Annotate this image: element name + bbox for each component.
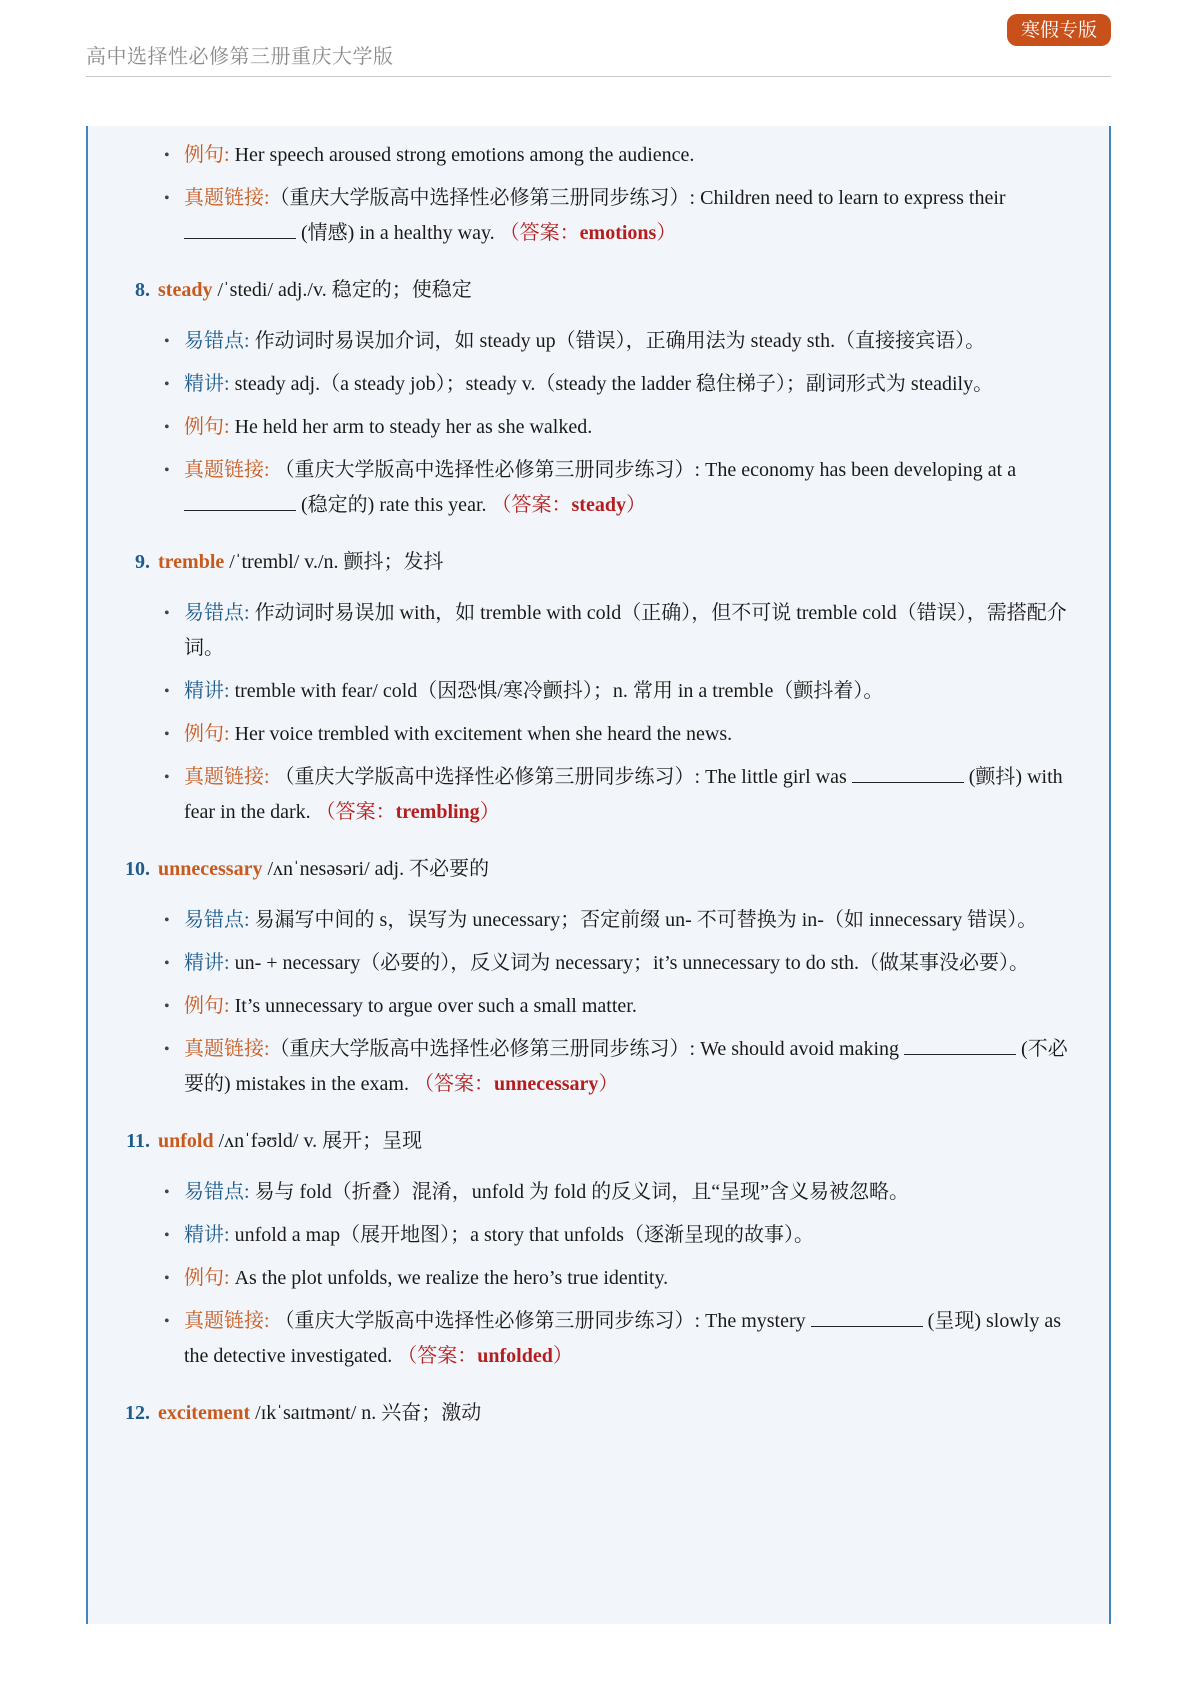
entry-number: 8. [135, 279, 150, 301]
bullet-dot: • [164, 462, 170, 479]
item-label: 真题链接: [184, 1038, 270, 1060]
item-text-after-blank: (颤抖) with fear in the dark. [184, 766, 1063, 823]
entry-word: unnecessary [158, 858, 263, 880]
answer-word: trembling [395, 801, 480, 823]
bullet-item [88, 946, 1109, 981]
entry-list [88, 126, 1109, 1431]
item-label: 真题链接: [184, 187, 270, 209]
item-text-after-blank: (呈现) slowly as the detective investigated. [184, 1310, 1061, 1367]
bullet-dot: • [164, 1313, 170, 1330]
bullet-dot: • [164, 605, 170, 622]
fill-blank [904, 1034, 1016, 1055]
item-text: （重庆大学版高中选择性必修第三册同步练习）: The economy has been developing at a [269, 459, 1017, 481]
entry-definition: /ʌnˈfəʊld/ v. 展开；呈现 [213, 1130, 423, 1152]
bullet-item [88, 989, 1109, 1024]
item-text-after-blank: (情感) in a healthy way. [296, 222, 500, 244]
bullet-dot: • [164, 1227, 170, 1244]
bullet-item [88, 453, 1109, 523]
fill-blank [184, 218, 296, 239]
bullet-item [88, 760, 1109, 830]
bullet-dot: • [164, 1184, 170, 1201]
item-text: 作动词时易误加介词，如 steady up（错误），正确用法为 steady sth.（直接接宾语）。 [249, 330, 986, 352]
answer-word: emotions [579, 222, 657, 244]
bullet-dot: • [164, 419, 170, 436]
bullet-item [88, 903, 1109, 938]
item-label: 易错点: [184, 909, 250, 931]
bullet-dot: • [164, 998, 170, 1015]
answer: （答案：unfolded） [397, 1345, 573, 1367]
item-label: 精讲: [184, 1224, 230, 1246]
entry-number: 12. [125, 1402, 150, 1424]
entry-heading [88, 545, 1109, 580]
bullet-item [88, 717, 1109, 752]
bullet-item [88, 138, 1109, 173]
answer-word: unnecessary [493, 1073, 599, 1095]
entry-heading [88, 1124, 1109, 1159]
answer: （答案：trembling） [315, 801, 500, 823]
item-text: It’s unnecessary to argue over such a small matter. [229, 995, 637, 1017]
entry-definition: /ʌnˈnesəsəri/ adj. 不必要的 [262, 858, 490, 880]
item-label: 易错点: [184, 1181, 250, 1203]
entry-word: steady [158, 279, 213, 301]
answer: （答案：emotions） [499, 222, 677, 244]
item-text: Her speech aroused strong emotions among the audience. [229, 144, 695, 166]
item-label: 例句: [184, 1267, 230, 1289]
bullet-dot: • [164, 190, 170, 207]
item-text: unfold a map（展开地图）；a story that unfolds（逐渐呈现的故事）。 [229, 1224, 814, 1246]
item-label: 真题链接: [184, 766, 270, 788]
entry-heading [88, 852, 1109, 887]
item-text: （重庆大学版高中选择性必修第三册同步练习）: We should avoid making [269, 1038, 905, 1060]
item-label: 真题链接: [184, 1310, 270, 1332]
bullet-dot: • [164, 1041, 170, 1058]
bullet-item [88, 1218, 1109, 1253]
item-label: 精讲: [184, 680, 230, 702]
item-label: 精讲: [184, 373, 230, 395]
item-label: 例句: [184, 723, 230, 745]
item-label: 易错点: [184, 330, 250, 352]
answer-word: steady [571, 494, 626, 516]
vocabulary-panel [86, 126, 1111, 1624]
item-text: He held her arm to steady her as she walked. [229, 416, 593, 438]
bullet-dot: • [164, 769, 170, 786]
item-text: （重庆大学版高中选择性必修第三册同步练习）: The little girl was [269, 766, 852, 788]
item-text: As the plot unfolds, we realize the hero’s true identity. [229, 1267, 669, 1289]
item-label: 精讲: [184, 952, 230, 974]
item-text-after-blank: (稳定的) rate this year. [296, 494, 492, 516]
answer: （答案：unnecessary） [413, 1073, 619, 1095]
bullet-dot: • [164, 683, 170, 700]
fill-blank [811, 1306, 923, 1327]
bullet-item [88, 410, 1109, 445]
entry-word: tremble [158, 551, 225, 573]
bullet-item [88, 1032, 1109, 1102]
entry-heading [88, 1396, 1109, 1431]
bullet-dot: • [164, 726, 170, 743]
item-text: un- + necessary（必要的），反义词为 necessary；it’s unnecessary to do sth.（做某事没必要）。 [229, 952, 1030, 974]
item-text: 易漏写中间的 s，误写为 unecessary；否定前缀 un- 不可替换为 in-（如 innecessary 错误）。 [249, 909, 1038, 931]
entry-word: unfold [158, 1130, 214, 1152]
continued-items [88, 126, 1109, 251]
fill-blank [852, 762, 964, 783]
bullet-item [88, 181, 1109, 251]
item-label: 例句: [184, 144, 230, 166]
item-text: Her voice trembled with excitement when she heard the news. [229, 723, 733, 745]
entry-number: 11. [126, 1130, 150, 1152]
item-label: 例句: [184, 416, 230, 438]
edition-badge: 寒假专版 [1007, 14, 1111, 46]
entry-heading [88, 273, 1109, 308]
fill-blank [184, 490, 296, 511]
item-text: steady adj.（a steady job）；steady v.（steady the ladder 稳住梯子）；副词形式为 steadily。 [229, 373, 994, 395]
item-text: 作动词时易误加 with，如 tremble with cold（正确），但不可说 tremble cold（错误），需搭配介词。 [184, 602, 1067, 659]
entry-definition: /ˈtrembl/ v./n. 颤抖；发抖 [224, 551, 444, 573]
entry-number: 9. [135, 551, 150, 573]
bullet-item [88, 674, 1109, 709]
item-text: 易与 fold（折叠）混淆，unfold 为 fold 的反义词，且“呈现”含义易被忽略。 [249, 1181, 909, 1203]
entry-definition: /ˈstedi/ adj./v. 稳定的；使稳定 [212, 279, 472, 301]
entry-word: excitement [158, 1402, 251, 1424]
bullet-dot: • [164, 1270, 170, 1287]
bullet-dot: • [164, 912, 170, 929]
bullet-item [88, 596, 1109, 666]
item-label: 易错点: [184, 602, 250, 624]
bullet-item [88, 1304, 1109, 1374]
entry-number: 10. [125, 858, 150, 880]
bullet-item [88, 1261, 1109, 1296]
answer: （答案：steady） [491, 494, 646, 516]
page-header [86, 14, 1111, 77]
item-label: 例句: [184, 995, 230, 1017]
bullet-item [88, 324, 1109, 359]
bullet-dot: • [164, 147, 170, 164]
bullet-dot: • [164, 333, 170, 350]
bullet-item [88, 1175, 1109, 1210]
entry-definition: /ɪkˈsaɪtmənt/ n. 兴奋；激动 [250, 1402, 482, 1424]
item-text: （重庆大学版高中选择性必修第三册同步练习）: The mystery [269, 1310, 811, 1332]
item-text-after-blank: (不必要的) mistakes in the exam. [184, 1038, 1068, 1095]
item-text: （重庆大学版高中选择性必修第三册同步练习）: Children need to learn to express their [269, 187, 1006, 209]
answer-word: unfolded [477, 1345, 553, 1367]
item-label: 真题链接: [184, 459, 270, 481]
bullet-dot: • [164, 376, 170, 393]
book-title: 高中选择性必修第三册重庆大学版 [86, 46, 394, 68]
bullet-dot: • [164, 955, 170, 972]
bullet-item [88, 367, 1109, 402]
item-text: tremble with fear/ cold（因恐惧/寒冷颤抖）；n. 常用 in a tremble（颤抖着）。 [229, 680, 884, 702]
